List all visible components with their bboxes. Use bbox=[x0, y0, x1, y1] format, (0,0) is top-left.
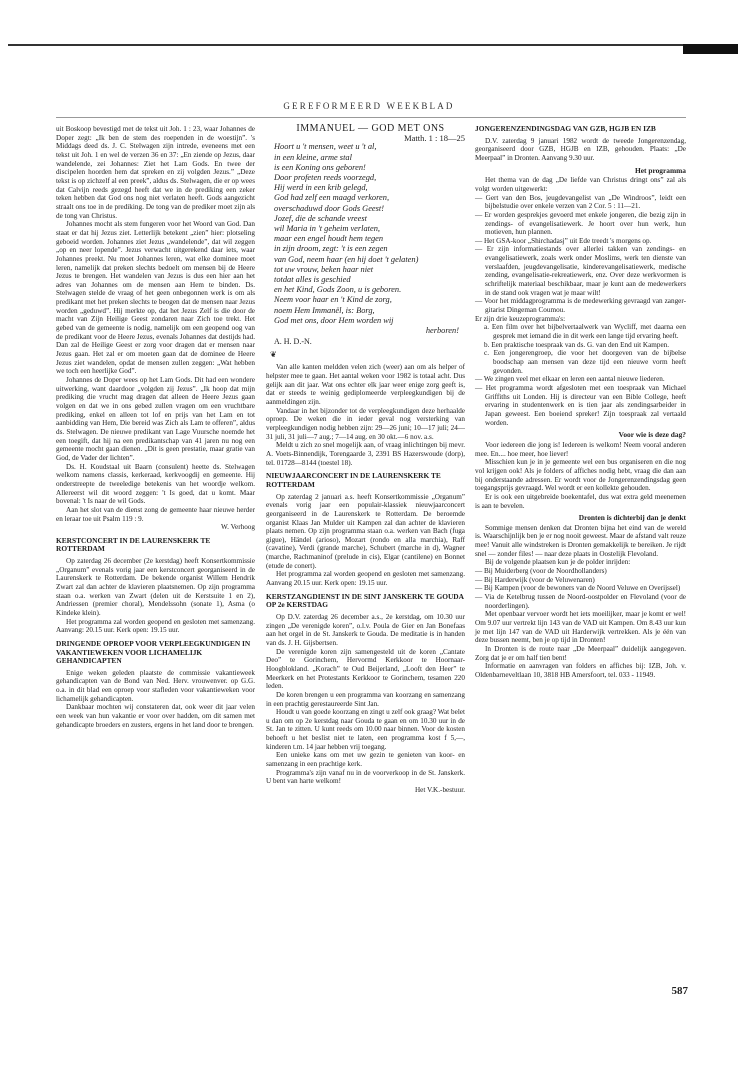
paragraph: Op zaterdag 2 januari a.s. heeft Konsertkommissie „Organum” evenals vorig jaar een populair-klassiek nieuwjaarconcert georganiseerd in de Laurenskerk te Rotterdam. De beroemde organist Klaas Jan Mulder uit Kampen zal dan achter de klavieren plaats nemen. Op zijn programma staan o.a. werken van Bach (fuga gigue), Händel (arioso), Mozart (rondo en alla marchia), Raff (cavatine), Verdi (grande marche), Schubert (marche in d), Wagner (marche, Rachmaninof (prelude in cis), Elgar (cantilene) en Bonnet (etude de conert). bbox=[266, 492, 465, 570]
poem-line: is een Koning ons geboren! bbox=[274, 162, 366, 172]
paragraph: Met openbaar vervoer wordt het iets moeilijker, maar je komt er wel! Om 9.07 uur vertrekt lijn 143 van de VAD uit Kampen. Om 8.43 uur kun je met lijn 147 van de VAD uit Harderwijk vertrekken. Als je één van deze bussen neemt, ben je op tijd in Dronten! bbox=[475, 610, 686, 645]
program-list bbox=[475, 194, 686, 315]
paragraph: Vandaar in het bijzonder tot de verpleegkundigen deze herhaalde oproep. De weken die in ieder geval nog versterking van verpleegkundigen nodig hebben zijn: 29—26 juni; 10—17 juli; 24—31 juli, 31 juli—7 aug.; 7—14 aug. en 30 okt.—6 nov. a.s. bbox=[266, 406, 465, 441]
poem-author: A. H. D.-N. bbox=[274, 337, 312, 347]
article-heading: KERSTCONCERT IN DE LAURENSKERK TE ROTTERDAM bbox=[56, 535, 211, 554]
ornament-icon: ❦ bbox=[270, 349, 277, 359]
paragraph: Het programma zal worden geopend en gesloten met samenzang. Aanvang 20.15 uur. Kerk open: 19.15 uur. bbox=[266, 570, 465, 588]
paragraph: Enige weken geleden plaatste de commissie vakantieweek gehandicapten van de Bond van Ned. Herv. vrouwenver. op G.G. o.a. in dit blad een oproep voor stafleden voor vakantieweken voor lichamelijk gehandicapten. bbox=[56, 668, 255, 703]
article-heading: JONGERENZENDINGSDAG VAN GZB, HGJB EN IZB bbox=[475, 124, 656, 133]
article-heading: NIEUWJAARCONCERT IN DE LAURENSKERK TE ROTTERDAM bbox=[266, 471, 441, 489]
poem-line: noem Hem Immanël, is: Borg, bbox=[274, 305, 375, 315]
scan-corner-shadow bbox=[683, 44, 738, 54]
poem-line: Neem voor haar en 't Kind de zorg, bbox=[274, 295, 392, 305]
list-item: — Bij Kampen (voor de bewoners van de Noord Veluwe en Overijssel) bbox=[475, 584, 681, 593]
list-item: — Via de Ketelbrug tussen de Noord-oostpolder en Flevoland (voor de noorderlingen). bbox=[475, 593, 686, 610]
poem-line: overschaduwd door Gods Geest! bbox=[274, 203, 385, 213]
paragraph: Er is ook een uitgebreide boekentafel, dus wat extra geld meenemen is aan te bevelen. bbox=[475, 492, 686, 510]
list-item: — Er zijn informatiestands over allerlei takken van zendings- en evangelisatiewerk, zoals werk onder Moslims, werk ten dienste van verslaafden, jeugdevangelisatie, kinderevangelisatiewerk, medische zending, evangelisatie-rekreatiewerk, enz. Over deze werkvormen is schriftelijk materiaal beschikbaar, maar je kunt aan de medewerkers in de stand ook vragen wat je maar wilt! bbox=[475, 245, 686, 297]
paragraph: Op D.V. zaterdag 26 december a.s., 2e kerstdag, om 10.30 uur zingen „De verenigde koren”, o.l.v. Poula de Gier en Jan Bonefaas aan het orgel in de St. Janskerk te Gouda. De meditatie is in handen van ds. J. H. Gijsbertsen. bbox=[266, 612, 465, 647]
column-3 bbox=[475, 125, 686, 680]
paragraph: Voor iedereen die jong is! Iedereen is welkom! Neem vooral anderen mee. En.... hoe meer, hoe liever! bbox=[475, 440, 686, 458]
poem-line: totdat alles is geschied bbox=[274, 274, 351, 284]
paragraph: Aan het slot van de dienst zong de gemeente haar nieuwe herder en leraar toe uit Psalm 119 : 9. bbox=[56, 505, 255, 523]
paragraph: De koren brengen u een programma van koorzang en samenzang in een prachtig gerestaureerde Sint Jan. bbox=[266, 690, 465, 708]
column-2 bbox=[266, 125, 465, 795]
list-item: — Het GSA-koor „Shirchadasj” uit Ede treedt 's morgens op. bbox=[475, 236, 652, 245]
paragraph: Johannes mocht als stem fungeren voor het Woord van God. Dan staat er dat hij Jezus ziet. Letterlijk betekent „zien” hier: plotseling geboeid worden. Johannes ziet Jezus „wandelende”, dat wil zeggen „op en neer lopende”. Jezus verwacht uitgerekend daar iets, waar Johannes preekt. Nu moet Johannes leren, wat elke dominee moet leren, namelijk dat preken slechts bedoelt om mensen bij de Heere Jezus te brengen. Het wandelen van Jezus is dus een hier aan het adres van Johannes om de mensen aan Hem te binden. Ds. Stelwagen stelde de vraag of het geen onbegonnen werk is om als predikant met het preken slechts te beogen dat de mensen naar Jezus worden „geduwd”. Hij merkte op, dat het Jezus Zelf is die door de macht van Zijn Heilige Geest zondaren naar Zich toe trekt. Het gebed van de gemeente is nodig, namelijk om een geopend oog van de predikant voor de Heere Jezus, evenals Johannes dat destijds had. Dan zal de Heilige Geest er zorg voor dragen dat er mensen naar Jezus gaan. Het zal er om moeten gaan dat de dominee de Heere Jezus ziet wandelen, opdat de mensen zullen zeggen: „Wat hebben we toch een heerlijke God”. bbox=[56, 220, 255, 376]
poem-line: Jozef, die de schande vreest bbox=[274, 213, 367, 223]
paragraph: In Dronten is de route naar „De Meerpaal” duidelijk aangegeven. Zorg dat je er om half tien bent! bbox=[475, 645, 686, 662]
list-item: — Het programma wordt afgesloten met een toespraak van Michael Griffiths uit Londen. Hij is directeur van een Bible College, heeft ervaring in studentenwerk en is tien jaar als zendingsarbeider in Japan geweest. Een boeiend spreker! Zijn toespraak zal vertaald worden. bbox=[475, 383, 686, 427]
paragraph: Van alle kanten meldden velen zich (weer) aan om als helper of helpster mee te gaan. Het aantal weken voor 1982 is totaal acht. Dus gelijk aan dit jaar. Wat ons echter elk jaar weer enige zorg geeft is, dat er steeds te weinig gediplomeerde verpleegkundigen bij de aanmeldingen zijn. bbox=[266, 363, 465, 407]
page-edge-line bbox=[8, 44, 693, 46]
paragraph: D.V. zaterdag 9 januari 1982 wordt de tweede Jongerenzendag, georganiseerd door GZB, HGJB en IZB, gehouden. Plaats: „De Meerpaal” in Dronten. Aanvang 9.30 uur. bbox=[475, 136, 686, 162]
poem-line: God met ons, door Hem worden wij bbox=[274, 315, 394, 325]
page-number: 587 bbox=[671, 985, 688, 997]
poem-line: maar een engel houdt hem tegen bbox=[274, 234, 384, 244]
section-subheading: Voor wie is deze dag? bbox=[618, 430, 686, 440]
poem-scripture-reference: Matth. 1 : 18—25 bbox=[404, 132, 465, 143]
paragraph: Er zijn drie keuzeprogramma's: bbox=[475, 314, 566, 323]
list-item: — Er worden gesprekjes gevoerd met enkele jongeren, die bezig zijn in zendings- of evangelisatiewerk. Je hoort over hun werk, hun motieven, hun plannen. bbox=[475, 210, 686, 237]
header-rule bbox=[56, 117, 686, 118]
paragraph: Op zaterdag 26 december (2e kerstdag) heeft Konsertkommissie „Organum” evenals vorig jaar een kerstconcert georganiseerd in de Laurenskerk te Rotterdam. De bekende organist Willem Hendrik Zwart zal dan achter de klavieren plaatsnemen. Op zijn programma staan o.a. werken van Zwart (delen uit de Kerstsuite 1 en 2), Andriessen (premier choral), Mendelssohn (sonate 1), Asma (o Kindeke klein). bbox=[56, 557, 255, 617]
poem-line: wil Maria in 't geheim verlaten, bbox=[274, 223, 380, 233]
section-subheading: Het programma bbox=[635, 165, 686, 175]
poem-line: herboren! bbox=[425, 325, 459, 335]
list-item: — Gert van den Bos, jeugdevangelist van „De Windroos”, leidt een bijbelstudie over enkele verzen van 2 Cor. 5 : 11—21. bbox=[475, 193, 686, 211]
paragraph: Sommige mensen denken dat Dronten bijna het eind van de wereld is. Waarschijnlijk ben je er nog nooit geweest. Maar de afstand valt reuze mee! Vanuit alle windstreken is Dronten gemakkelijk te bereiken. Je rijdt snel — zonder files! — naar deze plaats in Oostelijk Flevoland. bbox=[475, 523, 686, 558]
program-list bbox=[475, 375, 686, 427]
paragraph: uit Boskoop bevestigd met de tekst uit Joh. 1 : 23, waar Johannes de Doper zegt: „Ik ben de stem des roependen in de woestijn”. 's Middags deed ds. J. C. Stelwagen zijn intrede, eveneens met een tekst uit Joh. 1 en wel de verzen 36 en 37: „En ziende op Jezus, daar wandelende, zei Johannes: Ziet het Lam Gods. En twee der discipelen hoorden hem dat spreken en zij volgden Jezus.” „Deze tekst is op zichzelf al een preek”, aldus ds. Stelwagen, die er op wees dat Calvijn reeds gezegd heeft dat we in de prediking een zeker teken hebben dat God ons nog niet verlaten heeft. Gods aangezicht straalt ons toe in de prediking. De tong van de prediker moet zijn als de tong van Christus. bbox=[56, 125, 255, 220]
poem-line: God had zelf een maagd verkoren, bbox=[274, 193, 390, 203]
route-list bbox=[475, 567, 686, 610]
poem-line: Hij werd in een krib gelegd, bbox=[274, 183, 368, 193]
scan-top-edge bbox=[8, 44, 738, 54]
paragraph: Meldt u zich zo snel mogelijk aan, of vraag inlichtingen bij mevr. A. Voets-Binnendijk, Torengaarde 3, 2391 BS Hazerswoude (dorp), tel. 01728—8144 (toestel 18). bbox=[266, 441, 465, 467]
poem-line: in zijn droom, zegt: 't is een zegen bbox=[274, 244, 388, 254]
paragraph: Houdt u van goede koorzang en zingt u zelf ook graag? Wat belet u dan om op 2e kerstdag naar Gouda te gaan en om 10.30 uur in de St. Jan te zitten. U kunt reeds om 10.00 naar binnen. Voor de kosten behoeft u het beslist niet te laten, een programma kost f 5,—, kinderen t.m. 14 jaar hebben vrij toegang. bbox=[266, 708, 465, 751]
paragraph: Programma's zijn vanaf nu in de voorverkoop in de St. Janskerk. U bent van harte welkom! bbox=[266, 768, 465, 786]
poem-line: van God, neem haar (en hij doet 't gelaten) bbox=[274, 254, 419, 264]
paragraph: Ds. H. Koudstaal uit Baarn (consulent) heette ds. Stelwagen welkom namens classis, kerkeraad, kerkvoogdij en gemeente. Hij onderstreepte de tweeledige betekenis van het woordje welkom. Allereerst wil dit woord zeggen: 't Is goed, dat u komt. Maar bovenal: 't Is naar de wil Gods. bbox=[56, 462, 255, 506]
paragraph: De verenigde koren zijn samengesteld uit de koren „Cantate Deo” te Gorinchem, Hervormd Kerkkoor te Hoornaar-Hoogblokland. „Korach” te Oud Beijerland, „Looft den Heer” te Meerkerk en het Protestants Kerkkoor te Gorinchem, tesamen 220 leden. bbox=[266, 647, 465, 691]
poem-title: IMMANUEL — GOD MET ONS bbox=[296, 123, 445, 134]
list-item: a. Een film over het bijbelvertaalwerk van Wycliff, met daarna een gesprek met iemand die in dit werk een lange tijd ervaring heeft. bbox=[484, 323, 686, 341]
running-head: GEREFORMEERD WEEKBLAD bbox=[283, 101, 455, 111]
paragraph: Dankbaar mochten wij constateren dat, ook weer dit jaar velen een week van hun vakantie er voor over hadden, om dit samen met gehandicapte broeders en zusters, ergens in het land door te brengen. bbox=[56, 703, 255, 729]
paragraph: Bij de volgende plaatsen kun je de polder inrijden: bbox=[485, 558, 631, 567]
list-item: — Bij Muiderberg (voor de Noordhollanders) bbox=[475, 567, 607, 576]
list-item: — We zingen veel met elkaar en leren een aantal nieuwe liederen. bbox=[475, 375, 665, 384]
list-item: c. Een jongerengroep, die voor het doorgeven van de bijbelse boodschap aan mensen van deze tijd een nieuwe vorm heeft gevonden. bbox=[484, 349, 686, 375]
section-subheading: Dronten is dichterbij dan je denkt bbox=[578, 513, 686, 523]
paragraph: Johannes de Doper wees op het Lam Gods. Dit had een wondere uitwerking, want daardoor „volgden zij Jezus”. „Ik hoop dat mijn prediking die vrucht mag dragen dat alleen de Heere Jezus gaan volgen en dat we in ons gebed zullen vragen om een vruchtbare prediking, enkel en alleen tot lof en prijs van het Lam en tot aanbidding van Hem, Die bereid was Zich als Lam te offeren”, aldus ds. Stelwagen. De nieuwe predikant van Lage Vuursche noemde het een toegift, dat hij na een predikantschap van 41 jaren nu nog een gemeente mocht gaan dienen. „Dit is geen prestatie, maar gratie van God, de Vader der lichten”. bbox=[56, 376, 255, 462]
paragraph: Misschien kun je in je gemeente wel een bus organiseren en die nog vol krijgen ook! Als je folders of affiches nodig hebt, vraag die dan aan bij onderstaande adressen. Er wordt voor de Jongerenzendingsdag geen toegangsprijs gevraagd. Wel wordt er een kollekte gehouden. bbox=[475, 458, 686, 493]
article-heading: DRINGENDE OPROEP VOOR VERPLEEGKUNDIGEN IN VAKANTIEWEKEN VOOR LICHAMELIJK GEHANDICAPTEN bbox=[56, 638, 251, 666]
poem bbox=[266, 142, 465, 336]
paragraph: Het thema van de dag „De liefde van Christus dringt ons” zal als volgt worden uitgewerkt: bbox=[475, 176, 686, 193]
poem-line: tot uw vrouw, beken haar niet bbox=[274, 264, 374, 274]
paragraph: Het programma zal worden geopend en gesloten met samenzang. Aanvang: 20.15 uur. Kerk open: 19.15 uur. bbox=[56, 617, 255, 635]
list-item: b. Een praktische toespraak van ds. G. van den End uit Kampen. bbox=[484, 340, 670, 349]
paragraph: Een unieke kans om met uw gezin te genieten van koor- en samenzang in een prachtige kerk. bbox=[266, 751, 465, 769]
poem-line: Door profeten reeds voorzegd, bbox=[274, 172, 377, 182]
poem-line: en het Kind, Gods Zoon, u is geboren. bbox=[274, 285, 402, 295]
list-item: — Voor het middagprogramma is de medewerking gevraagd van zanger-gitarist Dingeman Coumou. bbox=[475, 297, 686, 315]
poem-line: in een kleine, arme stal bbox=[274, 152, 352, 162]
author-signature: Het V.K.-bestuur. bbox=[414, 786, 465, 795]
column-1 bbox=[56, 125, 255, 729]
paragraph: Informatie en aanvragen van folders en affiches bij: IZB, Joh. v. Oldenbarneveltlaan 10, 3818 HB Amersfoort, tel. 033 - 11949. bbox=[475, 662, 686, 679]
poem-line: Hoort u 't mensen, weet u 't al, bbox=[274, 142, 377, 152]
choice-program-list bbox=[475, 323, 686, 375]
list-item: — Bij Harderwijk (voor de Veluwenaren) bbox=[475, 575, 595, 584]
article-heading: KERSTZANGDIENST IN DE SINT JANSKERK TE GOUDA OP 2e KERSTDAG bbox=[266, 591, 464, 610]
author-signature: W. Verhoog bbox=[221, 523, 255, 532]
